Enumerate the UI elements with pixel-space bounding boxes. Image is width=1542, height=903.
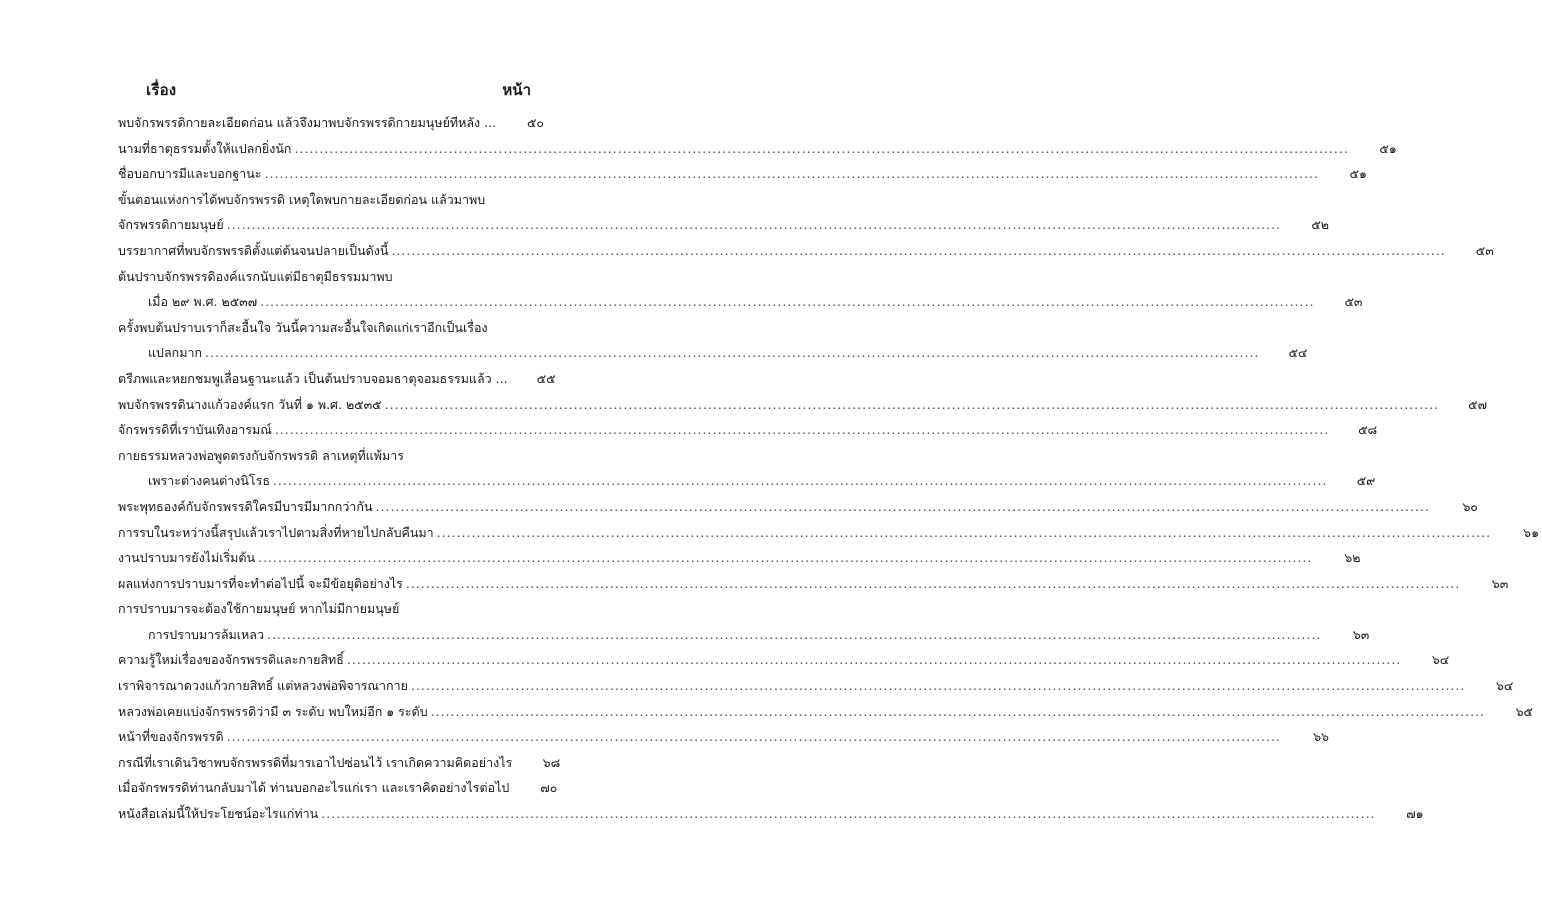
toc-entry <box>118 545 1361 571</box>
toc-entry-title: แปลกมาก <box>148 345 203 361</box>
toc-page-number: ๖๕ <box>1515 703 1533 719</box>
dot-leader <box>294 136 1348 162</box>
toc-line <box>118 136 1397 162</box>
toc-line <box>118 366 556 392</box>
dot-leader <box>265 161 1319 187</box>
toc-page-number: ๕๐ <box>526 115 545 130</box>
toc-entry <box>118 264 1363 315</box>
toc-line <box>118 161 1367 187</box>
toc-entry-title: จักรพรรดิกายมนุษย์ <box>118 217 224 233</box>
table-of-contents <box>118 110 1540 827</box>
toc-entry <box>118 392 1488 418</box>
toc-entry-title: กายธรรมหลวงพ่อพูดตรงกับจักรพรรดิ ลาเหตุที่แพ้มาร <box>118 447 404 463</box>
toc-page-number: ๕๑ <box>1379 140 1397 156</box>
toc-entry <box>118 750 561 776</box>
toc-entry-title: หน้าที่ของจักรพรรดิ <box>118 729 224 745</box>
dot-leader <box>431 699 1485 725</box>
toc-line <box>118 647 1450 673</box>
toc-entry <box>118 494 1478 520</box>
toc-entry-title: หนังสือเล่มนี้ให้ประโยชน์อะไรแก่ท่าน <box>118 806 319 822</box>
toc-line <box>118 622 1370 648</box>
toc-entry-title: หลวงพ่อเคยแบ่งจักรพรรดิว่ามี ๓ ระดับ พบใหม่อีก ๑ ระดับ <box>118 703 428 719</box>
dot-leader <box>267 622 1321 648</box>
toc-heading-subject: เรื่อง <box>146 81 177 99</box>
toc-page-number: ๖๐ <box>1462 498 1478 514</box>
toc-page-number: ๖๔ <box>1431 652 1450 668</box>
toc-entry-title: เมื่อ ๒๙ พ.ศ. ๒๕๓๗ <box>148 294 258 310</box>
toc-line <box>118 596 533 622</box>
toc-page-number: ๗๐ <box>540 780 558 796</box>
toc-entry-title: การรบในระหว่างนี้สรุปแล้วเราไปตามสิ่งที่หายไปกลับคืนมา <box>118 524 434 540</box>
toc-line <box>118 545 1361 571</box>
toc-entry-title: การปราบมารล้มเหลว <box>148 626 264 642</box>
toc-page-number: ๕๙ <box>1356 473 1376 489</box>
toc-page-number: ๖๓ <box>1491 575 1509 591</box>
toc-entry-title: งานปราบมารยังไม่เริ่มต้น <box>118 550 256 566</box>
toc-page-number: ๖๓ <box>1352 626 1370 642</box>
toc-entry-title: กรณีที่เราเดินวิชาพบจักรพรรดิที่มารเอาไปซ่อนไว้ เราเกิดความคิดอย่างไร <box>118 754 513 770</box>
toc-line <box>118 520 1540 546</box>
toc-page-number: ๕๕ <box>536 370 556 386</box>
toc-line <box>118 571 1509 597</box>
toc-entry <box>118 520 1540 546</box>
toc-line <box>118 340 1308 366</box>
toc-line <box>118 289 1363 315</box>
toc-entry-title: ขั้นตอนแห่งการได้พบจักรพรรดิ เหตุใดพบกายละเอียดก่อน แล้วมาพบ <box>118 191 486 207</box>
toc-line <box>118 212 1330 238</box>
toc-line <box>118 699 1533 725</box>
dot-leader <box>275 417 1329 443</box>
toc-page-number: ๕๔ <box>1288 345 1308 361</box>
toc-line <box>118 392 1488 418</box>
toc-entry <box>118 724 1329 750</box>
toc-page-number: ๕๘ <box>1358 422 1378 438</box>
toc-entry <box>118 443 1376 494</box>
toc-entry <box>118 801 1424 827</box>
toc-entry <box>118 315 1308 366</box>
toc-page-number: ๖๘ <box>542 754 561 770</box>
toc-entry <box>118 366 556 392</box>
toc-entry <box>118 238 1494 264</box>
dot-leader <box>205 340 1259 366</box>
toc-entry <box>118 417 1378 443</box>
toc-line <box>118 750 561 776</box>
toc-entry-title: ต้นปราบจักรพรรดิองค์แรกนับแต่มีธาตุมีธรรมมาพบ <box>118 268 393 284</box>
toc-line <box>118 443 533 469</box>
dot-leader <box>391 238 1445 264</box>
toc-entry <box>118 647 1450 673</box>
toc-page-number: ๖๔ <box>1495 678 1514 694</box>
toc-page-number: ๕๗ <box>1468 396 1488 412</box>
toc-line <box>118 187 533 213</box>
toc-line <box>118 417 1378 443</box>
toc-page-number: ๕๑ <box>1349 166 1367 182</box>
toc-line <box>118 494 1478 520</box>
toc-page-number: ๕๒ <box>1311 217 1330 233</box>
toc-line <box>118 468 1376 494</box>
toc-line <box>118 238 1494 264</box>
toc-page-number: ๕๓ <box>1475 242 1494 258</box>
toc-entry-title: ชื่อบอกบารมีและบอกฐานะ <box>118 166 262 182</box>
toc-entry-title: นามที่ธาตุธรรมตั้งให้แปลกยิ่งนัก <box>118 140 292 156</box>
toc-entry <box>118 775 558 801</box>
toc-entry-title: ครั้งพบต้นปราบเราก็สะอื้นใจ วันนี้ความสะอื้นใจเกิดแก่เราอีกเป็นเรื่อง <box>118 319 488 335</box>
toc-entry-title: เมื่อจักรพรรดิท่านกลับมาได้ ท่านบอกอะไรแก่เรา และเราคิดอย่างไรต่อไป <box>118 780 510 796</box>
toc-page-number: ๖๖ <box>1313 729 1329 745</box>
toc-entry <box>118 699 1533 725</box>
toc-entry-title: บรรยากาศที่พบจักรพรรดิตั้งแต่ต้นจนปลายเป็นดังนี้ <box>118 242 389 258</box>
dot-leader <box>347 647 1401 673</box>
toc-entry-title: จักรพรรดิที่เราบันเทิงอารมณ์ <box>118 422 272 438</box>
toc-line <box>118 724 1329 750</box>
dot-leader <box>385 392 1439 418</box>
toc-entry <box>118 571 1509 597</box>
toc-line <box>118 110 545 136</box>
toc-entry-title: พบจักรพรรดินางแก้วองค์แรก วันที่ ๑ พ.ศ. ๒๕๓๕ <box>118 396 382 412</box>
dot-leader <box>258 545 1312 571</box>
toc-line <box>118 264 533 290</box>
toc-page-number: ๗๑ <box>1406 806 1424 822</box>
toc-line <box>118 673 1514 699</box>
toc-line <box>118 801 1424 827</box>
toc-entry-title: ผลแห่งการปราบมารที่จะทำต่อไปนี้ จะมีข้อยุติอย่างไร <box>118 575 403 591</box>
toc-entry <box>118 161 1367 187</box>
toc-header <box>0 78 638 102</box>
toc-entry-title: ตรีภพและหยกชมพูเลื่อนฐานะแล้ว เป็นต้นปราบจอมธาตุจอมธรรมแล้ว ... <box>118 370 508 386</box>
toc-page-number: ๖๑ <box>1523 524 1540 540</box>
dot-leader <box>273 468 1327 494</box>
toc-entry-title: พระพุทธองค์กับจักรพรรดิใครมีบารมีมากกว่ากัน <box>118 498 373 514</box>
toc-entry-title: ความรู้ใหม่เรื่องของจักรพรรดิและกายสิทธิ์ <box>118 652 344 668</box>
dot-leader <box>437 520 1491 546</box>
toc-entry-title: เพราะต่างคนต่างนิโรธ <box>148 473 270 489</box>
toc-entry-title: การปราบมารจะต้องใช้กายมนุษย์ หากไม่มีกายมนุษย์ <box>118 601 400 617</box>
toc-entry <box>118 673 1514 699</box>
toc-line <box>118 775 558 801</box>
dot-leader <box>227 724 1281 750</box>
dot-leader <box>260 289 1314 315</box>
toc-heading-page: หน้า <box>502 81 531 99</box>
dot-leader <box>411 673 1465 699</box>
toc-page-number: ๖๒ <box>1344 550 1361 566</box>
dot-leader <box>321 801 1375 827</box>
toc-entry <box>118 187 1330 238</box>
dot-leader <box>227 212 1281 238</box>
toc-line <box>118 315 533 341</box>
toc-entry-title: พบจักรพรรดิกายละเอียดก่อน แล้วจึงมาพบจักรพรรดิกายมนุษย์ทีหลัง ... <box>118 115 497 130</box>
toc-entry <box>118 110 545 136</box>
toc-entry-title: เราพิจารณาดวงแก้วกายสิทธิ์ แต่หลวงพ่อพิจารณากาย <box>118 678 408 694</box>
toc-entry <box>118 596 1370 647</box>
toc-page-number: ๕๓ <box>1344 294 1363 310</box>
toc-entry <box>118 136 1397 162</box>
dot-leader <box>376 494 1430 520</box>
dot-leader <box>406 571 1460 597</box>
